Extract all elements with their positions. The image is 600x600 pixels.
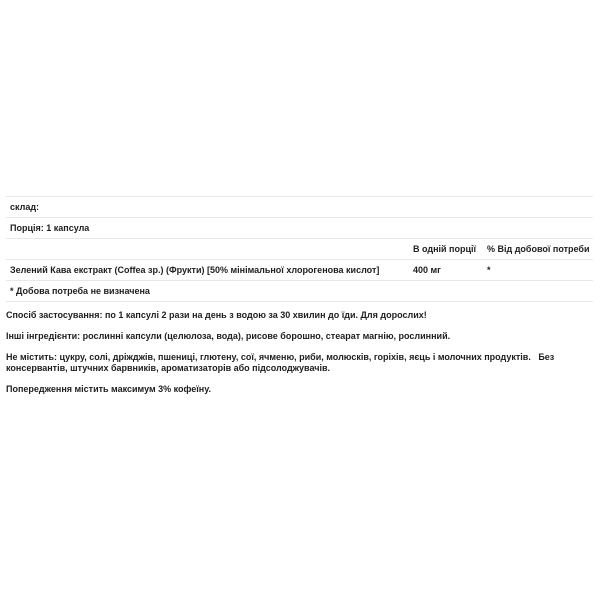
product-notes [6, 310, 594, 405]
header-amount: В одній порції [411, 239, 485, 260]
serving-row [6, 218, 593, 239]
footnote: * Добова потреба не визначена [6, 281, 593, 302]
warning-text: Попередження містить максимум 3% кофеїну. [6, 384, 211, 394]
ingredient-name: Зелений Кава екстракт (Coffea зр.) (Фрукти) [50% мінімальної хлорогенова кислот] [6, 260, 411, 281]
header-daily-value: % Від добової потреби [485, 239, 593, 260]
header-row [6, 239, 593, 260]
other-ingredients-text: Інші інгредієнти: рослинні капсули (целюлоза, вода), рисове борошно, стеарат магнію, рослинний. [6, 331, 451, 341]
ingredient-daily-value: * [485, 260, 593, 281]
free-of-text: Не містить: цукру, солі, дріжджів, пшениці, глютену, сої, ячменю, риби, молюсків, горіхів, яєць і молочних продуктів. Без консервантів, штучних барвників, ароматизаторів або підсолоджувачів. [6, 352, 557, 373]
header-ingredient [6, 239, 411, 260]
ingredient-amount: 400 мг [411, 260, 485, 281]
facts-title-row [6, 197, 593, 218]
footnote-row [6, 281, 593, 302]
facts-title: склад: [6, 197, 593, 218]
serving-size: Порція: 1 капсула [6, 218, 593, 239]
supplement-facts-table [6, 196, 593, 302]
usage-text: Спосіб застосування: по 1 капсулі 2 рази на день з водою за 30 хвилин до їди. Для дорослих! [6, 310, 427, 320]
table-row [6, 260, 593, 281]
